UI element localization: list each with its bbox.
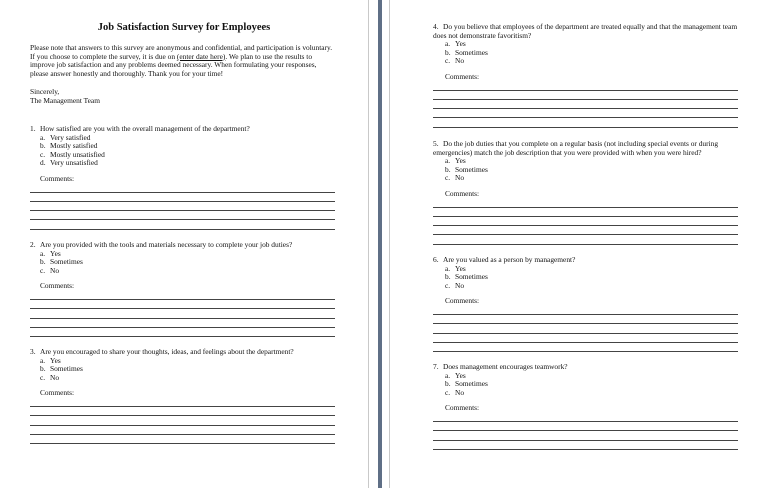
answer-option[interactable]: b. Mostly satisfied — [40, 141, 98, 151]
comment-lines[interactable] — [433, 207, 738, 245]
answer-option[interactable]: b. Sometimes — [445, 164, 488, 174]
answer-option[interactable]: a. Yes — [445, 370, 466, 380]
question-5 — [433, 140, 738, 245]
question-text: Do the job duties that you complete on a regular basis (not including special events or during emergencies) match the job description that you were provided with when you were hired? — [433, 139, 719, 157]
question-2 — [30, 241, 335, 337]
question-text: Are you valued as a person by management? — [443, 255, 576, 264]
closing-signature: The Management Team — [30, 96, 100, 105]
answer-option[interactable]: c. No — [445, 173, 465, 183]
answer-options — [433, 40, 738, 66]
answer-option[interactable]: a. Yes — [445, 263, 466, 273]
comment-lines[interactable] — [30, 299, 335, 337]
answer-option[interactable]: c. No — [445, 387, 465, 397]
answer-option[interactable]: a. Very satisfied — [40, 132, 91, 142]
question-text: Does management encourages teamwork? — [443, 362, 568, 371]
answer-option[interactable]: c. No — [445, 56, 465, 66]
comment-lines[interactable] — [433, 314, 738, 352]
question-1 — [30, 125, 335, 230]
answer-option[interactable]: c. No — [40, 265, 60, 275]
question-7 — [433, 363, 738, 450]
answer-option[interactable]: c. No — [40, 372, 60, 382]
answer-options — [30, 357, 335, 383]
closing-salutation: Sincerely, — [30, 87, 60, 96]
answer-options — [30, 134, 335, 168]
comments-label: Comments: — [40, 281, 75, 291]
comment-lines[interactable] — [30, 192, 335, 230]
answer-option[interactable]: b. Sometimes — [445, 379, 488, 389]
answer-options — [433, 157, 738, 183]
question-number: 6. — [433, 255, 439, 264]
answer-option[interactable]: a. Yes — [40, 355, 61, 365]
question-4 — [433, 23, 738, 128]
comments-label: Comments: — [445, 71, 480, 81]
question-number: 3. — [30, 347, 36, 356]
question-number: 7. — [433, 362, 439, 371]
answer-option[interactable]: b. Sometimes — [445, 47, 488, 57]
question-number: 2. — [30, 240, 36, 249]
answer-option[interactable]: a. Yes — [445, 39, 466, 49]
answer-options — [433, 372, 738, 398]
answer-option[interactable]: b. Sometimes — [445, 272, 488, 282]
intro-paragraph — [30, 44, 335, 78]
answer-options — [30, 250, 335, 276]
answer-option[interactable]: b. Sometimes — [40, 257, 83, 267]
comment-lines[interactable] — [30, 406, 335, 444]
question-text: Are you encouraged to share your thoughts, ideas, and feelings about the department? — [40, 347, 294, 356]
answer-option[interactable]: a. Yes — [40, 248, 61, 258]
comment-lines[interactable] — [433, 90, 738, 128]
question-text: How satisfied are you with the overall management of the department? — [40, 124, 250, 133]
question-text: Are you provided with the tools and materials necessary to complete your job duties? — [40, 240, 293, 249]
survey-title: Job Satisfaction Survey for Employees — [97, 22, 271, 33]
question-3 — [30, 348, 335, 444]
answer-option[interactable]: c. Mostly unsatisfied — [40, 149, 105, 159]
answer-option[interactable]: a. Yes — [445, 156, 466, 166]
answer-option[interactable]: c. No — [445, 280, 465, 290]
answer-option[interactable]: d. Very unsatisfied — [40, 158, 98, 168]
comments-label: Comments: — [40, 388, 75, 398]
comment-lines[interactable] — [433, 421, 738, 450]
question-number: 5. — [433, 139, 439, 148]
due-date-placeholder: (enter date here) — [176, 51, 226, 61]
question-6 — [433, 256, 738, 352]
intro-text-part1: Please note that answers to this survey are anonymous and confidential, and participation is voluntary. If you choose to complete the survey, it is due on — [30, 43, 333, 61]
intro-text-part2: . We plan to use the results to improve job satisfaction and any problems deemed necessary. When formulating your responses, please answer honestly and thoroughly. Thank you for your time! — [30, 51, 317, 78]
question-number: 1. — [30, 124, 36, 133]
answer-option[interactable]: b. Sometimes — [40, 364, 83, 374]
answer-options — [433, 265, 738, 291]
comments-label: Comments: — [445, 403, 480, 413]
comments-label: Comments: — [445, 188, 480, 198]
page-divider — [378, 0, 382, 488]
question-number: 4. — [433, 22, 439, 31]
comments-label: Comments: — [40, 173, 75, 183]
document-page-left — [0, 0, 369, 488]
comments-label: Comments: — [445, 296, 480, 306]
question-text: Do you believe that employees of the department are treated equally and that the management team does not demonstrate favoritism? — [433, 22, 738, 40]
